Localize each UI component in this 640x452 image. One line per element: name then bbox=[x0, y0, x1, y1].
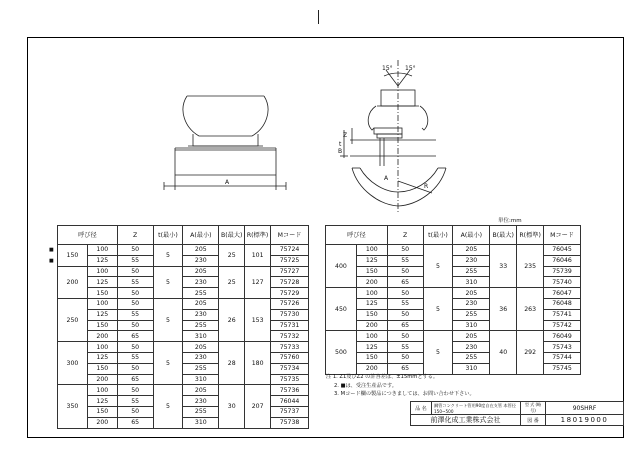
table-cell: 255 bbox=[183, 288, 219, 299]
table-cell: 76048 bbox=[544, 298, 581, 309]
table-cell: 230 bbox=[183, 255, 219, 266]
table-cell: 310 bbox=[453, 363, 490, 374]
header-cell: Mコード bbox=[271, 226, 309, 245]
table-row bbox=[58, 288, 309, 299]
table-cell: 230 bbox=[183, 352, 219, 363]
header-cell: R(標準) bbox=[517, 226, 544, 245]
table-cell: 205 bbox=[183, 245, 219, 256]
table-row bbox=[58, 298, 309, 309]
table-cell: 75731 bbox=[271, 320, 309, 331]
note-2: 2. ■は、受注生産品です。 bbox=[334, 382, 397, 389]
table-cell: 263 bbox=[517, 288, 544, 331]
section-view bbox=[340, 60, 446, 214]
table-cell: 76049 bbox=[544, 331, 581, 342]
table-cell: 200 bbox=[87, 331, 117, 342]
table-cell: 50 bbox=[117, 385, 153, 396]
table-cell: 150 bbox=[87, 406, 117, 417]
table-cell: 300 bbox=[58, 342, 88, 385]
dim-r-label: R bbox=[424, 183, 429, 190]
table-cell: 205 bbox=[453, 245, 490, 256]
table-row bbox=[326, 245, 581, 256]
table-cell: 230 bbox=[453, 298, 490, 309]
table-cell: 255 bbox=[183, 406, 219, 417]
table-cell: 100 bbox=[87, 266, 117, 277]
table-row bbox=[58, 352, 309, 363]
table-cell: 200 bbox=[87, 374, 117, 385]
table-row bbox=[58, 396, 309, 407]
right-spec-table bbox=[325, 225, 581, 375]
table-cell: 125 bbox=[356, 342, 387, 353]
left-table-header bbox=[58, 226, 309, 245]
table-cell: 205 bbox=[453, 331, 490, 342]
table-cell: 230 bbox=[453, 342, 490, 353]
table-cell: 75743 bbox=[544, 342, 581, 353]
right-table-header bbox=[326, 226, 581, 245]
table-cell: 125 bbox=[87, 255, 117, 266]
table-cell: 50 bbox=[387, 331, 423, 342]
front-view bbox=[164, 96, 286, 190]
table-cell: 75724 bbox=[271, 245, 309, 256]
table-cell: 400 bbox=[326, 245, 357, 288]
table-cell: 75745 bbox=[544, 363, 581, 374]
table-cell: 75739 bbox=[544, 266, 581, 277]
table-cell: 200 bbox=[356, 277, 387, 288]
left-spec-table bbox=[57, 225, 309, 429]
table-row bbox=[58, 277, 309, 288]
table-cell: 50 bbox=[117, 342, 153, 353]
table-cell: 230 bbox=[453, 255, 490, 266]
table-cell: 75740 bbox=[544, 277, 581, 288]
table-cell: 5 bbox=[153, 298, 183, 341]
header-cell: t(最小) bbox=[153, 226, 183, 245]
table-cell: 5 bbox=[423, 245, 453, 288]
header-cell: B(最大) bbox=[219, 226, 245, 245]
table-cell: 65 bbox=[117, 331, 153, 342]
table-cell: 230 bbox=[183, 309, 219, 320]
table-row bbox=[326, 288, 581, 299]
table-cell: 100 bbox=[356, 288, 387, 299]
table-cell: 75733 bbox=[271, 342, 309, 353]
table-cell: 255 bbox=[183, 320, 219, 331]
table-row bbox=[58, 266, 309, 277]
table-cell: 150 bbox=[87, 363, 117, 374]
table-cell: 65 bbox=[117, 374, 153, 385]
table-cell: 200 bbox=[87, 417, 117, 428]
table-cell: 76044 bbox=[271, 396, 309, 407]
table-cell: 5 bbox=[153, 266, 183, 298]
header-cell: R(標準) bbox=[245, 226, 271, 245]
notes bbox=[326, 373, 475, 399]
table-cell: 125 bbox=[87, 309, 117, 320]
table-cell: 75736 bbox=[271, 385, 309, 396]
table-cell: 100 bbox=[87, 245, 117, 256]
dim-a2-label: A bbox=[384, 175, 389, 182]
table-cell: 75737 bbox=[271, 406, 309, 417]
table-cell: 75727 bbox=[271, 266, 309, 277]
table-cell: 153 bbox=[245, 298, 271, 341]
table-cell: 65 bbox=[387, 277, 423, 288]
table-cell: 255 bbox=[183, 363, 219, 374]
angle-right-label: 15° bbox=[405, 65, 416, 72]
order-mark-1: ■ bbox=[49, 247, 54, 253]
table-cell: 200 bbox=[356, 320, 387, 331]
header-cell: Z bbox=[387, 226, 423, 245]
table-cell: 125 bbox=[87, 396, 117, 407]
table-cell: 55 bbox=[117, 277, 153, 288]
table-cell: 310 bbox=[453, 320, 490, 331]
header-cell: A(最小) bbox=[453, 226, 490, 245]
table-row bbox=[58, 245, 309, 256]
table-cell: 150 bbox=[87, 320, 117, 331]
table-cell: 50 bbox=[387, 352, 423, 363]
table-row bbox=[326, 331, 581, 342]
table-cell: 55 bbox=[117, 396, 153, 407]
table-cell: 5 bbox=[423, 288, 453, 331]
table-cell: 127 bbox=[245, 266, 271, 298]
header-cell: t(最小) bbox=[423, 226, 453, 245]
table-cell: 100 bbox=[87, 385, 117, 396]
table-cell: 75729 bbox=[271, 288, 309, 299]
doc-label: 図 番 bbox=[521, 415, 546, 426]
table-cell: 75738 bbox=[271, 417, 309, 428]
table-cell: 125 bbox=[356, 298, 387, 309]
table-cell: 350 bbox=[58, 385, 88, 428]
table-cell: 205 bbox=[183, 342, 219, 353]
left-table-body bbox=[58, 245, 309, 429]
table-row bbox=[58, 363, 309, 374]
table-cell: 25 bbox=[219, 245, 245, 267]
header-cell: Mコード bbox=[544, 226, 581, 245]
table-cell: 255 bbox=[453, 352, 490, 363]
name-value: 鋼管コンクリート管用90度自在支管 本管径150~500 bbox=[432, 402, 521, 415]
header-cell: 呼び径 bbox=[58, 226, 118, 245]
table-cell: 75734 bbox=[271, 363, 309, 374]
table-cell: 50 bbox=[117, 266, 153, 277]
table-cell: 125 bbox=[87, 352, 117, 363]
table-cell: 26 bbox=[219, 298, 245, 341]
order-mark-2: ■ bbox=[49, 258, 54, 264]
table-cell: 75725 bbox=[271, 255, 309, 266]
dim-t-label: t bbox=[339, 141, 342, 148]
table-cell: 230 bbox=[183, 396, 219, 407]
table-cell: 150 bbox=[87, 288, 117, 299]
table-row bbox=[58, 309, 309, 320]
table-cell: 55 bbox=[117, 309, 153, 320]
table-cell: 50 bbox=[387, 309, 423, 320]
table-cell: 150 bbox=[356, 266, 387, 277]
table-cell: 50 bbox=[117, 288, 153, 299]
table-cell: 255 bbox=[453, 266, 490, 277]
unit-label: 単位:mm bbox=[498, 218, 522, 224]
table-cell: 40 bbox=[490, 331, 517, 374]
table-cell: 150 bbox=[58, 245, 88, 267]
table-cell: 207 bbox=[245, 385, 271, 428]
dim-z-label: Z bbox=[343, 132, 348, 139]
table-cell: 205 bbox=[183, 266, 219, 277]
header-cell: 呼び径 bbox=[326, 226, 388, 245]
table-cell: 5 bbox=[153, 245, 183, 267]
table-cell: 250 bbox=[58, 298, 88, 341]
table-cell: 235 bbox=[517, 245, 544, 288]
table-cell: 100 bbox=[87, 342, 117, 353]
table-cell: 255 bbox=[453, 309, 490, 320]
table-cell: 310 bbox=[183, 374, 219, 385]
dim-b-label: B bbox=[338, 148, 343, 155]
table-row bbox=[58, 406, 309, 417]
model-value: 90SHRF bbox=[546, 402, 624, 415]
table-cell: 75726 bbox=[271, 298, 309, 309]
table-row bbox=[58, 342, 309, 353]
table-cell: 5 bbox=[153, 385, 183, 428]
table-cell: 75735 bbox=[271, 374, 309, 385]
header-cell: Z bbox=[117, 226, 153, 245]
table-cell: 205 bbox=[183, 385, 219, 396]
table-cell: 230 bbox=[183, 277, 219, 288]
table-cell: 310 bbox=[183, 417, 219, 428]
doc-number: 18019000 bbox=[546, 415, 624, 426]
table-row bbox=[58, 374, 309, 385]
table-cell: 25 bbox=[219, 266, 245, 298]
table-cell: 100 bbox=[356, 245, 387, 256]
right-table-body bbox=[326, 245, 581, 375]
note-1: 注 1. Z1及びZ2 の許容差は、±15mmとする。 bbox=[326, 374, 439, 380]
table-cell: 75730 bbox=[271, 309, 309, 320]
table-cell: 292 bbox=[517, 331, 544, 374]
company-name: 前澤化成工業株式会社 bbox=[411, 415, 521, 426]
table-cell: 500 bbox=[326, 331, 357, 374]
table-cell: 75728 bbox=[271, 277, 309, 288]
table-cell: 65 bbox=[387, 363, 423, 374]
table-cell: 76045 bbox=[544, 245, 581, 256]
table-cell: 76046 bbox=[544, 255, 581, 266]
table-row bbox=[58, 385, 309, 396]
table-cell: 200 bbox=[58, 266, 88, 298]
header-cell: A(最小) bbox=[183, 226, 219, 245]
table-cell: 65 bbox=[387, 320, 423, 331]
table-cell: 65 bbox=[117, 417, 153, 428]
table-cell: 200 bbox=[356, 363, 387, 374]
table-cell: 50 bbox=[387, 245, 423, 256]
table-cell: 5 bbox=[423, 331, 453, 374]
table-cell: 75742 bbox=[544, 320, 581, 331]
title-block bbox=[410, 401, 624, 426]
table-cell: 28 bbox=[219, 342, 245, 385]
table-cell: 150 bbox=[356, 309, 387, 320]
table-cell: 50 bbox=[117, 245, 153, 256]
table-cell: 50 bbox=[117, 406, 153, 417]
angle-left-label: 15° bbox=[382, 65, 393, 72]
table-cell: 450 bbox=[326, 288, 357, 331]
table-cell: 50 bbox=[387, 288, 423, 299]
header-cell: B(最大) bbox=[490, 226, 517, 245]
table-cell: 50 bbox=[117, 298, 153, 309]
table-cell: 50 bbox=[387, 266, 423, 277]
table-cell: 100 bbox=[87, 298, 117, 309]
table-row bbox=[58, 255, 309, 266]
note-3: 3. Mコード欄の製品につきましては、お問い合わせ下さい。 bbox=[334, 391, 475, 398]
table-row bbox=[58, 417, 309, 428]
table-cell: 75732 bbox=[271, 331, 309, 342]
table-cell: 75760 bbox=[271, 352, 309, 363]
table-cell: 125 bbox=[356, 255, 387, 266]
table-cell: 33 bbox=[490, 245, 517, 288]
table-cell: 55 bbox=[117, 352, 153, 363]
table-cell: 55 bbox=[387, 298, 423, 309]
table-cell: 50 bbox=[117, 320, 153, 331]
table-cell: 205 bbox=[453, 288, 490, 299]
table-cell: 55 bbox=[387, 342, 423, 353]
table-cell: 30 bbox=[219, 385, 245, 428]
table-cell: 5 bbox=[153, 342, 183, 385]
table-cell: 55 bbox=[117, 255, 153, 266]
table-cell: 205 bbox=[183, 298, 219, 309]
table-cell: 36 bbox=[490, 288, 517, 331]
table-row bbox=[58, 331, 309, 342]
table-cell: 125 bbox=[87, 277, 117, 288]
model-label: 型 式 (略号) bbox=[521, 402, 546, 415]
table-cell: 75741 bbox=[544, 309, 581, 320]
table-cell: 76047 bbox=[544, 288, 581, 299]
table-cell: 100 bbox=[356, 331, 387, 342]
table-cell: 150 bbox=[356, 352, 387, 363]
dim-a-label: A bbox=[225, 179, 230, 186]
table-cell: 75744 bbox=[544, 352, 581, 363]
name-label: 品 名 bbox=[411, 402, 432, 415]
table-row bbox=[58, 320, 309, 331]
table-cell: 310 bbox=[453, 277, 490, 288]
table-cell: 101 bbox=[245, 245, 271, 267]
table-cell: 310 bbox=[183, 331, 219, 342]
table-cell: 50 bbox=[117, 363, 153, 374]
table-cell: 180 bbox=[245, 342, 271, 385]
table-cell: 55 bbox=[387, 255, 423, 266]
